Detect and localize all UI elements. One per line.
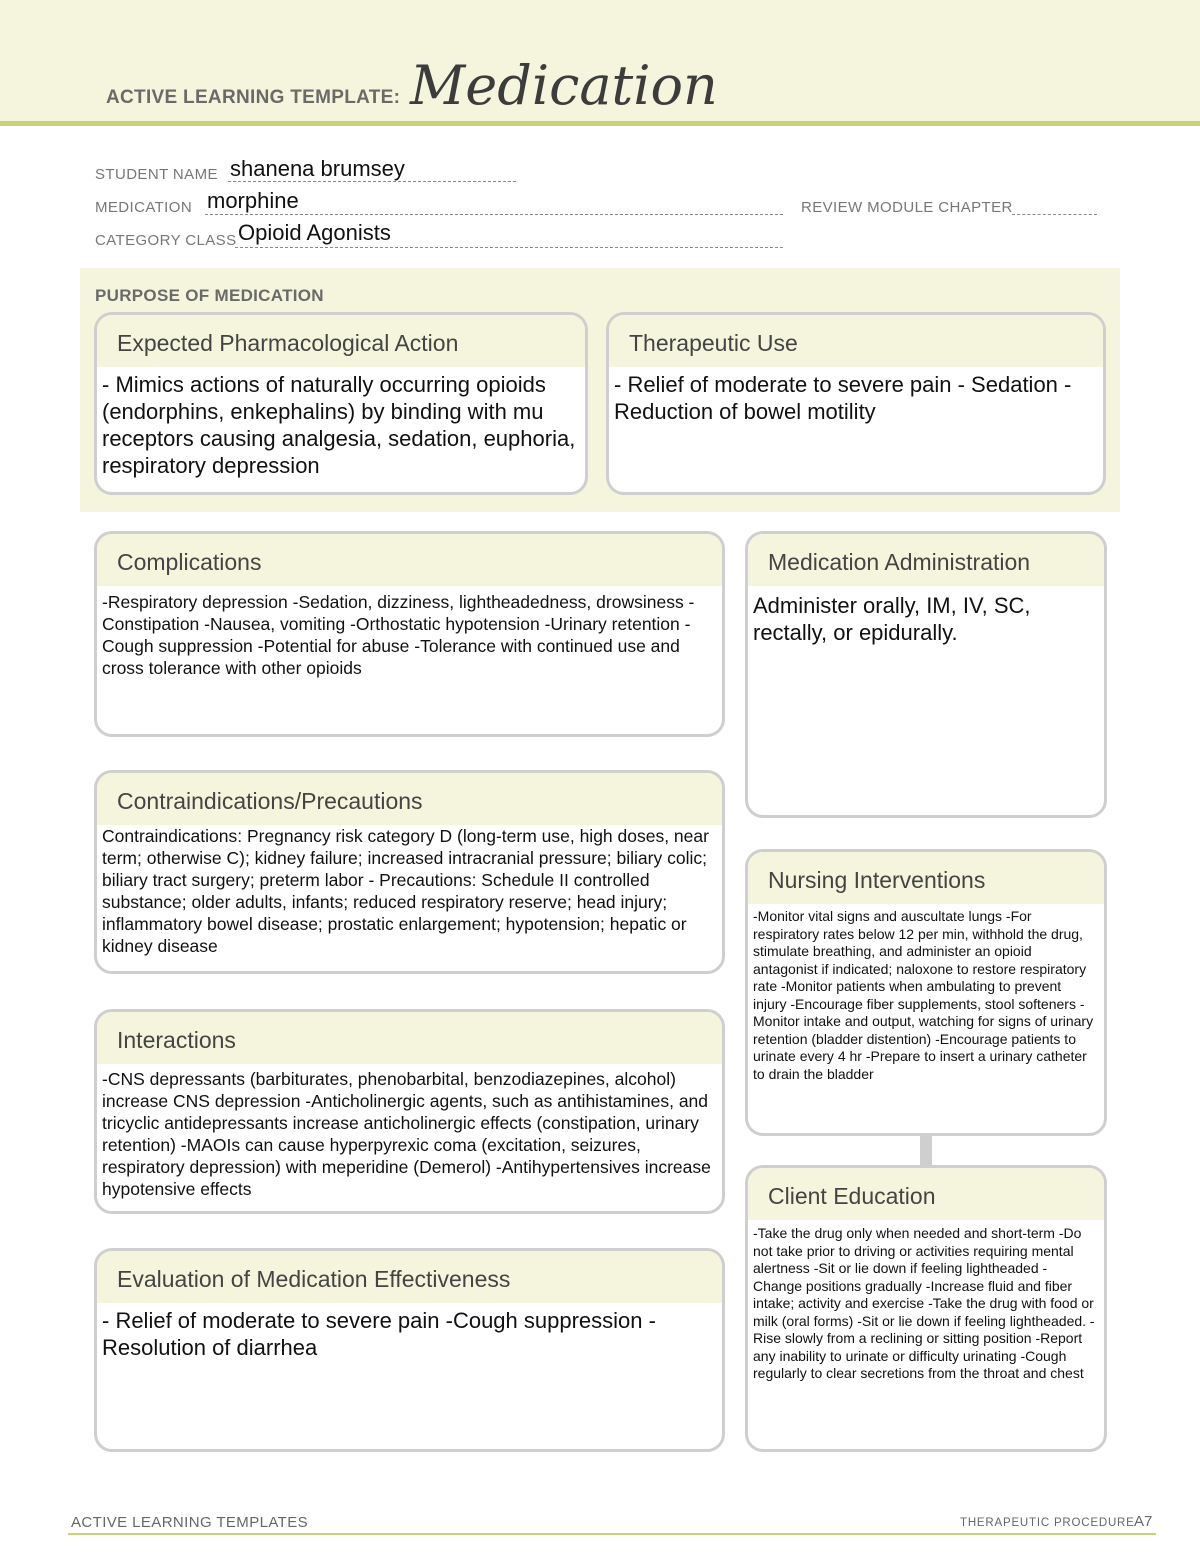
nursing-interventions-box	[745, 849, 1107, 1136]
footer-label: ACTIVE LEARNING TEMPLATES	[71, 1514, 308, 1531]
evaluation-text[interactable]: - Relief of moderate to severe pain -Cough suppression -Resolution of diarrhea	[102, 1308, 656, 1360]
category-class-line	[235, 247, 783, 248]
client-education-box	[745, 1165, 1107, 1452]
header-rule	[0, 121, 1200, 126]
contraindications-text[interactable]: Contraindications: Pregnancy risk category D (long-term use, high doses, near term; otherwise C); kidney failure; increased intracranial pressure; biliary colic; biliary tract surgery; preterm labor - Precautions: Schedule II controlled substance; older adults, infants; reduced respiratory reserve; head injury; inflammatory bowel disease; prostatic enlargement; hypotension; hepatic or kidney disease	[102, 826, 709, 956]
medication-label: MEDICATION	[95, 199, 193, 216]
expected-action-title: Expected Pharmacological Action	[97, 315, 585, 367]
footer-section-label: THERAPEUTIC PROCEDURE	[960, 1517, 1135, 1529]
page-number: A7	[1134, 1513, 1153, 1530]
medication-line	[205, 214, 783, 215]
student-name-label: STUDENT NAME	[95, 166, 218, 183]
category-class-label: CATEGORY CLASS	[95, 232, 237, 249]
complications-text[interactable]: -Respiratory depression -Sedation, dizziness, lightheadedness, drowsiness -Constipation -Nausea, vomiting -Orthostatic hypotension -Urinary retention -Cough suppression -Potential for abuse -Tolerance with continued use and cross tolerance with other opioids	[102, 592, 695, 678]
student-name-field[interactable]: shanena brumsey	[230, 156, 405, 181]
interactions-title: Interactions	[97, 1012, 722, 1064]
box-connector	[920, 1134, 932, 1167]
interactions-box	[94, 1009, 725, 1214]
nursing-interventions-text[interactable]: -Monitor vital signs and auscultate lungs -For respiratory rates below 12 per min, withhold the drug, stimulate breathing, and administer an opioid antagonist if indicated; naloxone to restore respiratory rate -Monitor patients when ambulating to prevent injury -Encourage fiber supplements, stool softeners -Monitor intake and output, watching for signs of urinary retention (bladder distention) -Encourage patients to urinate every 4 hr -Prepare to insert a urinary catheter to drain the bladder	[753, 908, 1094, 1082]
complications-box	[94, 531, 725, 737]
review-module-field[interactable]	[1012, 214, 1097, 215]
therapeutic-use-text[interactable]: - Relief of moderate to severe pain - Sedation -Reduction of bowel motility	[614, 372, 1072, 424]
review-module-label: REVIEW MODULE CHAPTER	[801, 199, 1013, 216]
complications-title: Complications	[97, 534, 722, 586]
footer-rule	[68, 1533, 1156, 1535]
expected-action-text[interactable]: - Mimics actions of naturally occurring opioids (endorphins, enkephalins) by binding with mu receptors causing analgesia, sedation, euphoria, respiratory depression	[102, 372, 576, 478]
contraindications-title: Contraindications/Precautions	[97, 773, 722, 825]
expected-action-box	[94, 312, 588, 495]
category-class-field[interactable]: Opioid Agonists	[238, 220, 391, 245]
client-education-title: Client Education	[748, 1168, 1104, 1220]
administration-text[interactable]: Administer orally, IM, IV, SC, rectally, or epidurally.	[753, 593, 1031, 645]
nursing-interventions-title: Nursing Interventions	[748, 852, 1104, 904]
medication-field[interactable]: morphine	[207, 188, 299, 213]
administration-title: Medication Administration	[748, 534, 1104, 586]
evaluation-title: Evaluation of Medication Effectiveness	[97, 1251, 722, 1303]
evaluation-box	[94, 1248, 725, 1452]
template-label: ACTIVE LEARNING TEMPLATE:	[106, 87, 401, 108]
therapeutic-use-title: Therapeutic Use	[609, 315, 1103, 367]
interactions-text[interactable]: -CNS depressants (barbiturates, phenobarbital, benzodiazepines, alcohol) increase CNS depression -Anticholinergic agents, such as antihistamines, and tricyclic antidepressants increase anticholinergic effects (constipation, urinary retention) -MAOIs can cause hyperpyrexic coma (excitation, seizures, respiratory depression) with meperidine (Demerol) -Antihypertensives increase hypotensive effects	[102, 1069, 711, 1199]
page-title: Medication	[410, 54, 718, 117]
therapeutic-use-box	[606, 312, 1106, 495]
client-education-text[interactable]: -Take the drug only when needed and short-term -Do not take prior to driving or activities requiring mental alertness -Sit or lie down if feeling lightheaded -Change positions gradually -Increase fluid and fiber intake; activity and exercise -Take the drug with food or milk (oral forms) -Sit or lie down if feeling lightheaded. -Rise slowly from a reclining or sitting position -Report any inability to urinate or difficulty urinating -Cough regularly to clear secretions from the throat and chest	[753, 1225, 1095, 1381]
administration-box	[745, 531, 1107, 818]
purpose-label: PURPOSE OF MEDICATION	[95, 286, 324, 305]
contraindications-box	[94, 770, 725, 974]
